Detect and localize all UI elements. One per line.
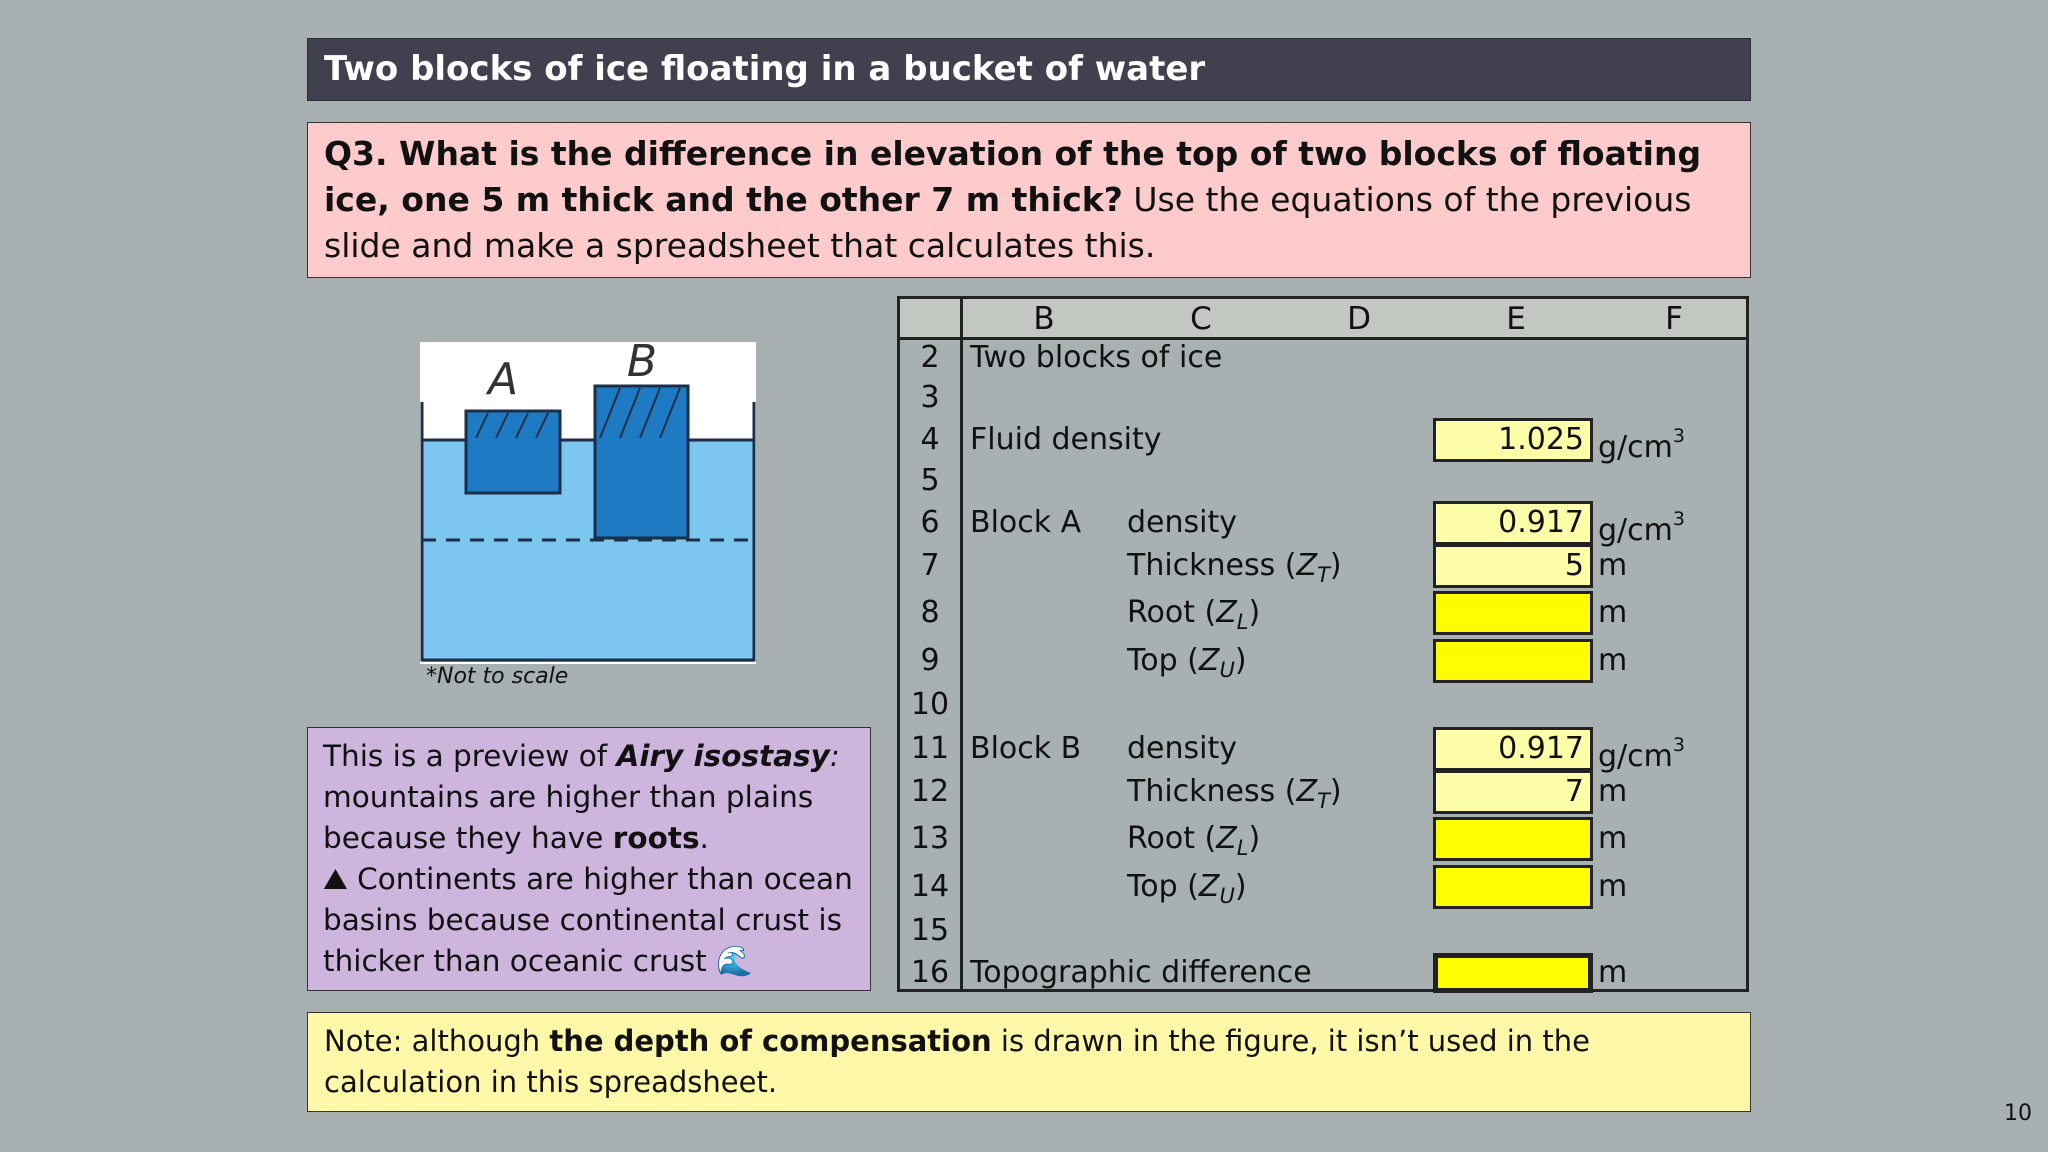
not-to-scale-caption: *Not to scale — [426, 664, 569, 689]
block-a-top-cell[interactable] — [1433, 639, 1593, 683]
block-a-root-cell[interactable] — [1433, 591, 1593, 635]
ice-block-a — [466, 411, 560, 493]
row-number: 11 — [910, 731, 950, 766]
sheet-row-10 — [900, 685, 1746, 725]
airy-text-2: mountains are higher than plains because they have — [323, 780, 814, 855]
sheet-row-16 — [900, 953, 1746, 993]
airy-colon: : — [829, 739, 840, 773]
block-b-top-label[interactable]: Top $(Z_U)$ — [1127, 869, 1247, 908]
row-number: 3 — [920, 380, 940, 415]
unit-label: $g/cm^3$ — [1598, 508, 1685, 548]
wave-icon: 🌊 — [716, 944, 753, 978]
note-bold: the depth of compensation — [549, 1024, 992, 1058]
row-number: 16 — [910, 955, 950, 990]
block-a-density-label[interactable]: density — [1127, 505, 1237, 540]
unit-label: m — [1598, 774, 1628, 809]
label-b: B — [626, 338, 658, 387]
row-number: 4 — [920, 422, 940, 457]
row-number: 8 — [920, 595, 940, 630]
fluid-density-label[interactable]: Fluid density — [970, 422, 1162, 457]
airy-period: . — [699, 821, 709, 855]
sheet-row-7 — [900, 546, 1746, 586]
block-a-top-label[interactable]: Top $(Z_U)$ — [1127, 643, 1247, 682]
unit-label: m — [1598, 955, 1628, 990]
sheet-row-4 — [900, 420, 1746, 465]
row-number: 15 — [910, 913, 950, 948]
unit-label: $g/cm^3$ — [1598, 734, 1685, 774]
row-number: 9 — [920, 643, 940, 678]
sheet-row-5 — [900, 461, 1746, 501]
block-b-label[interactable]: Block B — [970, 731, 1082, 766]
slide-number: 10 — [2004, 1101, 2032, 1126]
question-normal-text: Use the equations of the previous slide and make a spreadsheet that calculates this. — [324, 180, 1692, 265]
block-a-thickness-label[interactable]: Thickness $(Z_T)$ — [1127, 548, 1342, 587]
airy-roots: roots — [612, 821, 700, 855]
row-number: 13 — [910, 821, 950, 856]
column-header-e[interactable]: E — [1506, 301, 1526, 337]
slide-title: Two blocks of ice floating in a bucket of water — [307, 38, 1751, 101]
row-number: 2 — [920, 340, 940, 375]
unit-label: $g/cm^3$ — [1598, 425, 1685, 465]
column-header-f[interactable]: F — [1665, 301, 1683, 337]
question-box — [307, 122, 1751, 278]
sheet-heading[interactable]: Two blocks of ice — [970, 340, 1223, 375]
row-number: 12 — [910, 774, 950, 809]
unit-label: m — [1598, 821, 1628, 856]
block-a-label[interactable]: Block A — [970, 505, 1082, 540]
row-number: 5 — [920, 463, 940, 498]
block-a-density-cell[interactable]: 0.917 — [1433, 501, 1593, 545]
ice-blocks-figure — [410, 338, 766, 668]
airy-isostasy-box — [307, 727, 871, 991]
sheet-row-8 — [900, 593, 1746, 633]
spreadsheet — [897, 296, 1749, 992]
question-bold-text: Q3. What is the difference in elevation of the top of two blocks of floating ice, one 5 m thick and the other 7 m thick? — [324, 134, 1702, 219]
block-b-thickness-cell[interactable]: 7 — [1433, 770, 1593, 814]
unit-label: m — [1598, 595, 1628, 630]
sheet-row-13 — [900, 819, 1746, 859]
sheet-row-15 — [900, 911, 1746, 951]
topographic-difference-label[interactable]: Topographic difference — [970, 955, 1312, 990]
block-a-root-label[interactable]: Root $(Z_L)$ — [1127, 595, 1261, 634]
sheet-row-3 — [900, 378, 1746, 418]
note-box — [307, 1012, 1751, 1112]
row-number: 6 — [920, 505, 940, 540]
sheet-row-11 — [900, 729, 1746, 774]
row-number: 10 — [910, 687, 950, 722]
sheet-row-6 — [900, 503, 1746, 548]
airy-term: Airy isostasy — [616, 739, 830, 773]
block-b-density-cell[interactable]: 0.917 — [1433, 727, 1593, 771]
column-header-c[interactable]: C — [1190, 301, 1212, 337]
block-b-root-cell[interactable] — [1433, 817, 1593, 861]
block-b-thickness-label[interactable]: Thickness $(Z_T)$ — [1127, 774, 1342, 813]
sheet-row-12 — [900, 772, 1746, 812]
unit-label: m — [1598, 869, 1628, 904]
mountain-icon: ⛰ — [323, 862, 348, 896]
block-b-top-cell[interactable] — [1433, 865, 1593, 909]
sheet-row-9 — [900, 641, 1746, 681]
topographic-difference-cell[interactable] — [1433, 953, 1593, 993]
row-number: 14 — [910, 869, 950, 904]
block-a-thickness-cell[interactable]: 5 — [1433, 544, 1593, 588]
row-number: 7 — [920, 548, 940, 583]
fluid-density-cell[interactable]: 1.025 — [1433, 418, 1593, 462]
unit-label: m — [1598, 548, 1628, 583]
sheet-row-2 — [900, 338, 1746, 378]
sheet-row-14 — [900, 867, 1746, 907]
note-text-2: is drawn in the figure, it isn’t used in the calculation in this spreadsheet. — [324, 1024, 1590, 1099]
unit-label: m — [1598, 643, 1628, 678]
airy-text-3: Continents are higher than ocean basins because continental crust is thicker than oceanic crust — [323, 862, 853, 978]
block-b-density-label[interactable]: density — [1127, 731, 1237, 766]
column-header-row — [900, 299, 1746, 340]
label-a: A — [487, 354, 519, 405]
block-b-root-label[interactable]: Root $(Z_L)$ — [1127, 821, 1261, 860]
note-text-1: Note: although — [324, 1024, 550, 1058]
airy-text-1: This is a preview of — [323, 739, 617, 773]
ice-block-b — [595, 386, 688, 538]
column-header-b[interactable]: B — [1033, 301, 1055, 337]
column-header-d[interactable]: D — [1347, 301, 1371, 337]
